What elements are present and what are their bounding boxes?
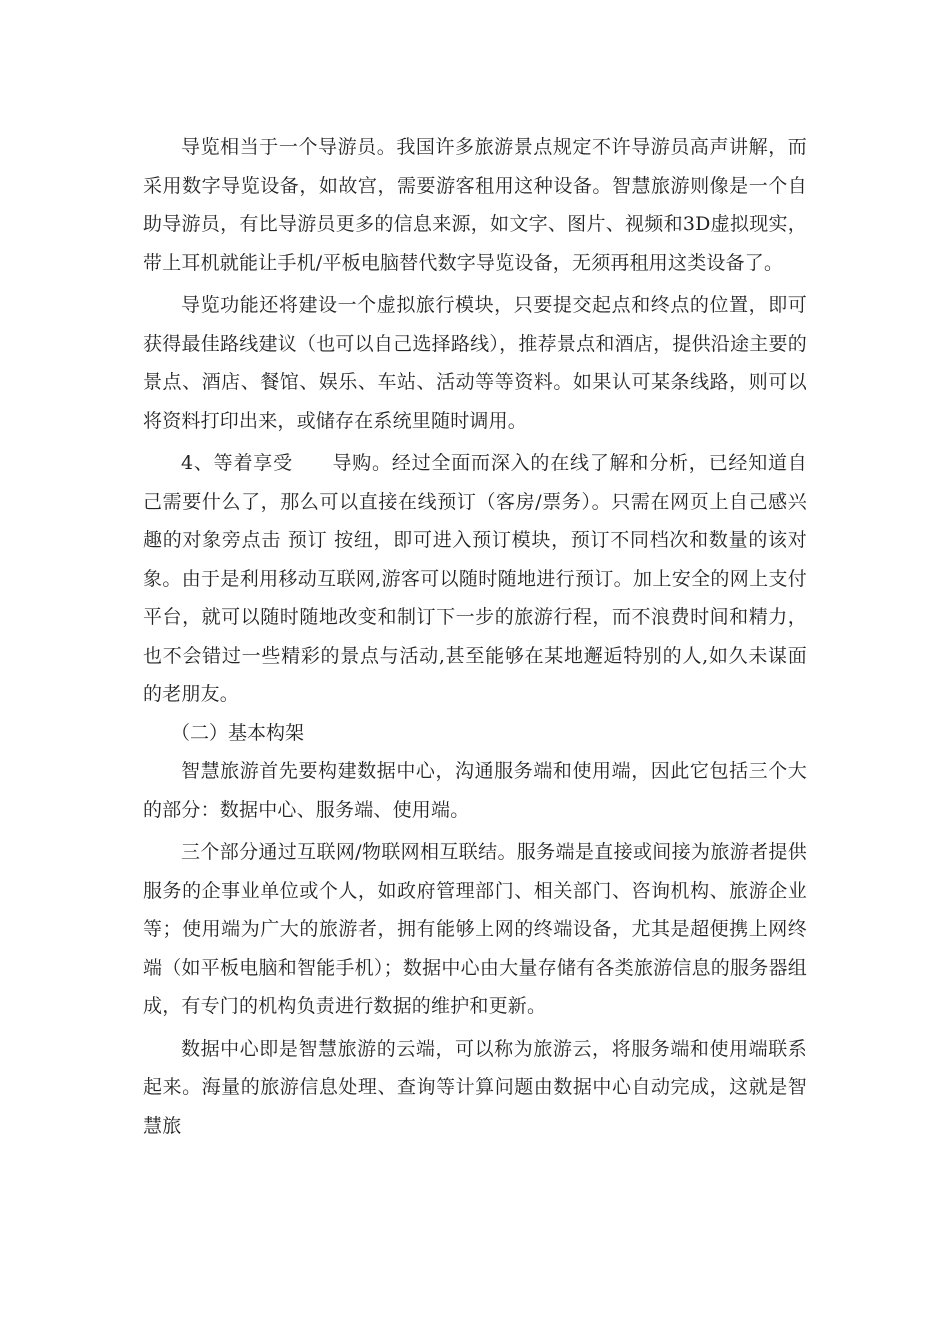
paragraph-three-parts: 三个部分通过互联网/物联网相互联结。服务端是直接或间接为旅游者提供服务的企事业单位或个人，如政府管理部门、相关部门、咨询机构、旅游企业等；使用端为广大的旅游者，拥有能够上网的终端设备，尤其是超便携上网终端（如平板电脑和智能手机）；数据中心由大量存储有各类旅游信息的服务器组成，有专门的机构负责进行数据的维护和更新。	[143, 841, 807, 1017]
paragraph-data-center: 智慧旅游首先要构建数据中心，沟通服务端和使用端，因此它包括三个大的部分：数据中心、服务端、使用端。	[143, 760, 807, 821]
section-heading: （二）基本构架	[171, 721, 305, 744]
paragraph-shopping: 4、等着享受 导购。经过全面而深入的在线了解和分析，已经知道自己需要什么了，那么可以直接在线预订（客房/票务）。只需在网页上自己感兴趣的对象旁点击 预订 按纽，即可进入预订模块，预订不同档次和数量的该对象。由于是利用移动互联网,游客可以随时随地进行预订。加上安全的网上支付平台，就可以随时随地改变和制订下一步的旅游行程，而不浪费时间和精力，也不会错过一些精彩的景点与活动,甚至能够在某地邂逅特别的人,如久未谋面的老朋友。	[143, 452, 807, 705]
paragraph-cloud: 数据中心即是智慧旅游的云端，可以称为旅游云，将服务端和使用端联系起来。海量的旅游信息处理、查询等计算问题由数据中心自动完成，这就是智慧旅	[143, 1037, 807, 1137]
document-page	[143, 128, 807, 1145]
paragraph-guide-intro: 导览相当于一个导游员。我国许多旅游景点规定不许导游员高声讲解，而采用数字导览设备，如故宫，需要游客租用这种设备。智慧旅游则像是一个自助导游员，有比导游员更多的信息来源，如文字、图片、视频和3D虚拟现实，带上耳机就能让手机/平板电脑替代数字导览设备，无须再租用这类设备了。	[143, 136, 807, 274]
paragraph-virtual-travel: 导览功能还将建设一个虚拟旅行模块，只要提交起点和终点的位置，即可获得最佳路线建议（也可以自己选择路线），推荐景点和酒店，提供沿途主要的景点、酒店、餐馆、娱乐、车站、活动等等资料。如果认可某条线路，则可以将资料打印出来，或储存在系统里随时调用。	[143, 294, 807, 432]
